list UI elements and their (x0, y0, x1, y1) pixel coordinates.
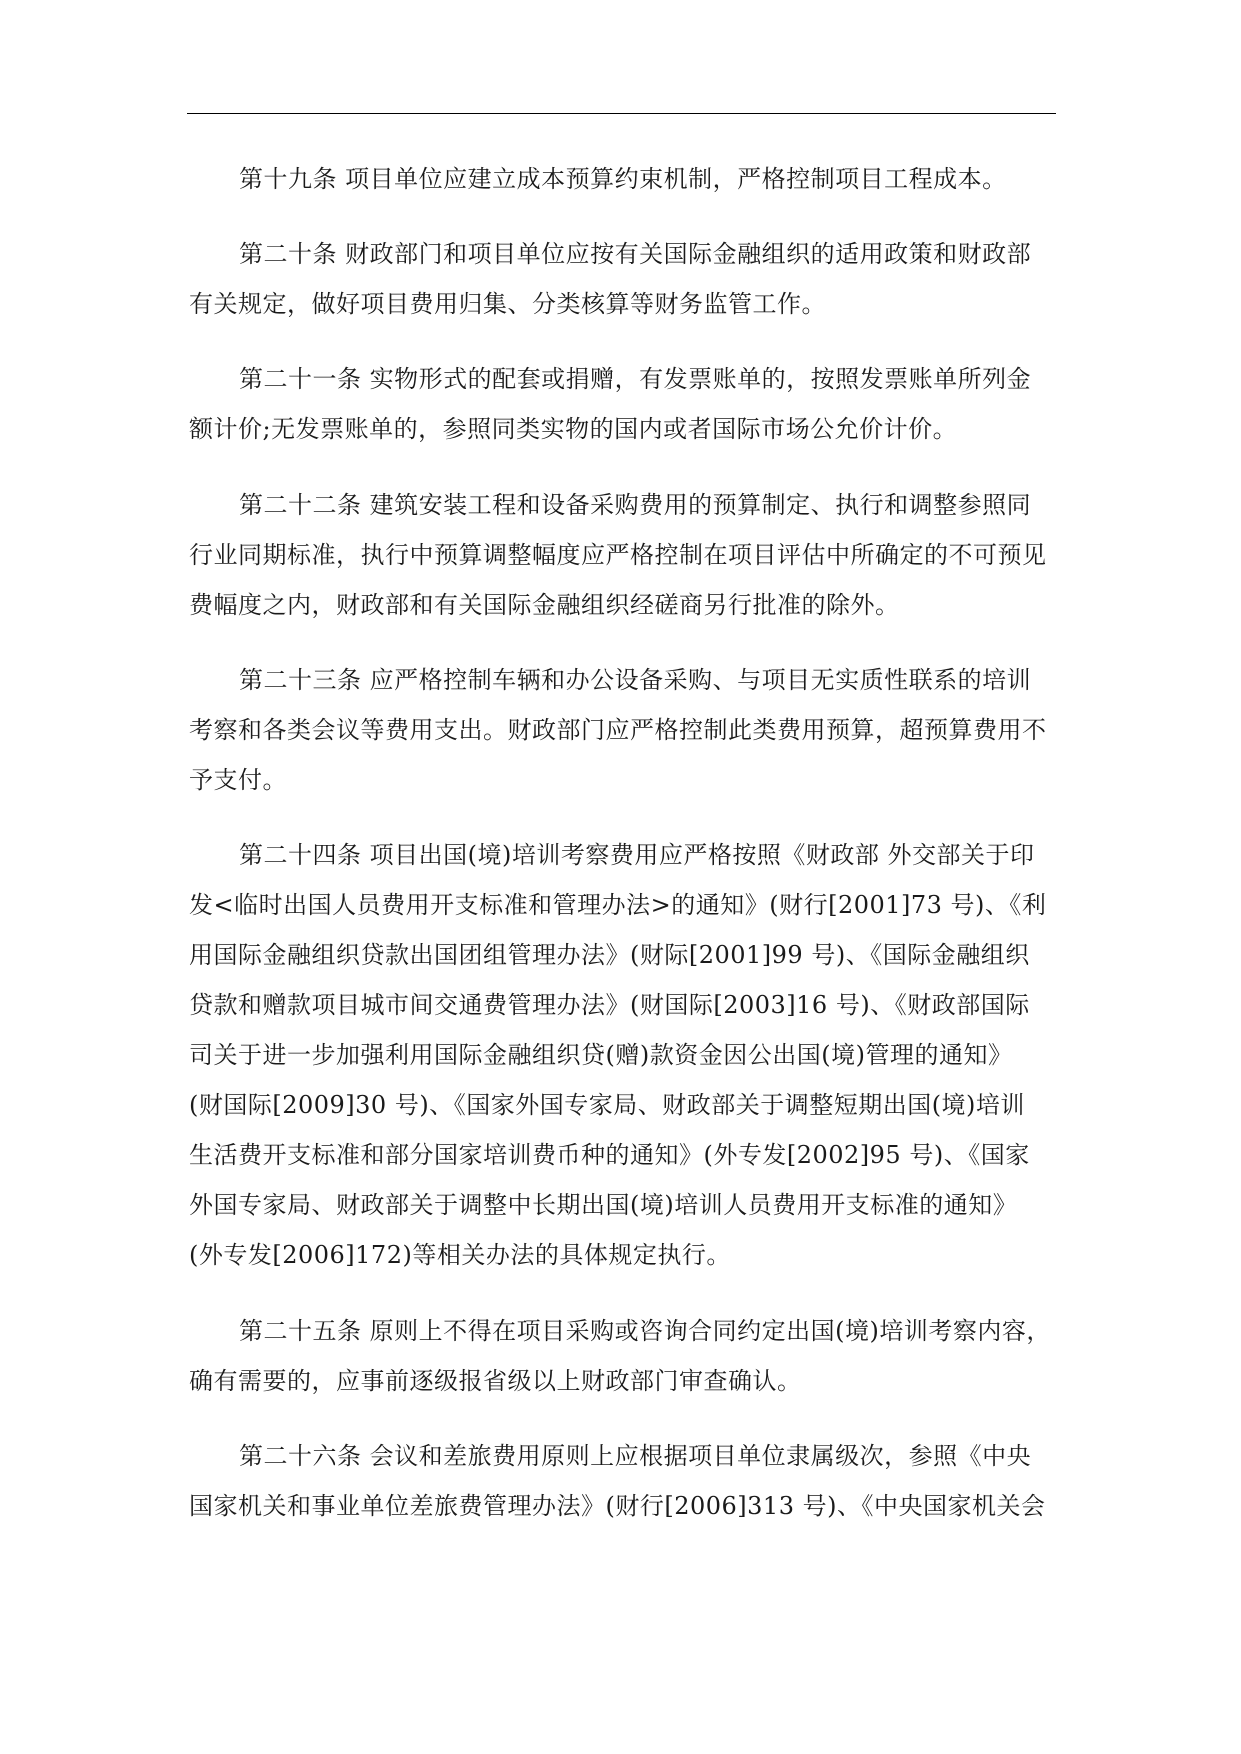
article-line: (财国际[2009]30 号)、《国家外国专家局、财政部关于调整短期出国(境)培训 (189, 1091, 1025, 1119)
article-22 (189, 480, 1057, 630)
article-line: 司关于进一步加强利用国际金融组织贷(赠)款资金因公出国(境)管理的通知》 (189, 1041, 1013, 1069)
article-line: 第二十四条 项目出国(境)培训考察费用应严格按照《财政部 外交部关于印 (239, 841, 1035, 869)
article-24 (189, 830, 1057, 1280)
article-line: 行业同期标准，执行中预算调整幅度应严格控制在项目评估中所确定的不可预见 (189, 541, 1047, 569)
article-line: 外国专家局、财政部关于调整中长期出国(境)培训人员费用开支标准的通知》 (189, 1191, 1018, 1219)
article-line: 确有需要的，应事前逐级报省级以上财政部门审查确认。 (189, 1367, 802, 1395)
article-line: 第二十六条 会议和差旅费用原则上应根据项目单位隶属级次，参照《中央 (239, 1442, 1032, 1470)
article-line: 考察和各类会议等费用支出。财政部门应严格控制此类费用预算，超预算费用不 (189, 716, 1047, 744)
article-line: 额计价;无发票账单的，参照同类实物的国内或者国际市场公允价计价。 (189, 415, 958, 443)
article-line: 第二十三条 应严格控制车辆和办公设备采购、与项目无实质性联系的培训 (239, 666, 1032, 694)
article-line: 有关规定，做好项目费用归集、分类核算等财务监管工作。 (189, 290, 826, 318)
article-line: 予支付。 (189, 766, 287, 794)
header-rule (187, 113, 1056, 114)
article-19 (189, 154, 1057, 204)
article-line: 第十九条 项目单位应建立成本预算约束机制，严格控制项目工程成本。 (239, 165, 1007, 193)
article-20 (189, 229, 1057, 329)
article-23 (189, 655, 1057, 805)
article-line: 第二十二条 建筑安装工程和设备采购费用的预算制定、执行和调整参照同 (239, 491, 1032, 519)
article-26 (189, 1431, 1057, 1531)
article-line: 生活费开支标准和部分国家培训费币种的通知》(外专发[2002]95 号)、《国家 (189, 1141, 1030, 1169)
article-line: 用国际金融组织贷款出国团组管理办法》(财际[2001]99 号)、《国际金融组织 (189, 941, 1030, 969)
article-line: 贷款和赠款项目城市间交通费管理办法》(财国际[2003]16 号)、《财政部国际 (189, 991, 1030, 1019)
article-line: 第二十条 财政部门和项目单位应按有关国际金融组织的适用政策和财政部 (239, 240, 1032, 268)
article-25 (189, 1306, 1057, 1406)
article-21 (189, 354, 1057, 454)
article-line: 发<临时出国人员费用开支标准和管理办法>的通知》(财行[2001]73 号)、《利 (189, 891, 1047, 919)
article-line: 国家机关和事业单位差旅费管理办法》(财行[2006]313 号)、《中央国家机关会 (189, 1492, 1046, 1520)
article-line: (外专发[2006]172)等相关办法的具体规定执行。 (189, 1241, 731, 1269)
article-line: 费幅度之内，财政部和有关国际金融组织经磋商另行批准的除外。 (189, 591, 900, 619)
article-line: 第二十一条 实物形式的配套或捐赠，有发票账单的，按照发票账单所列金 (239, 365, 1032, 393)
article-line: 第二十五条 原则上不得在项目采购或咨询合同约定出国(境)培训考察内容， (239, 1317, 1051, 1345)
